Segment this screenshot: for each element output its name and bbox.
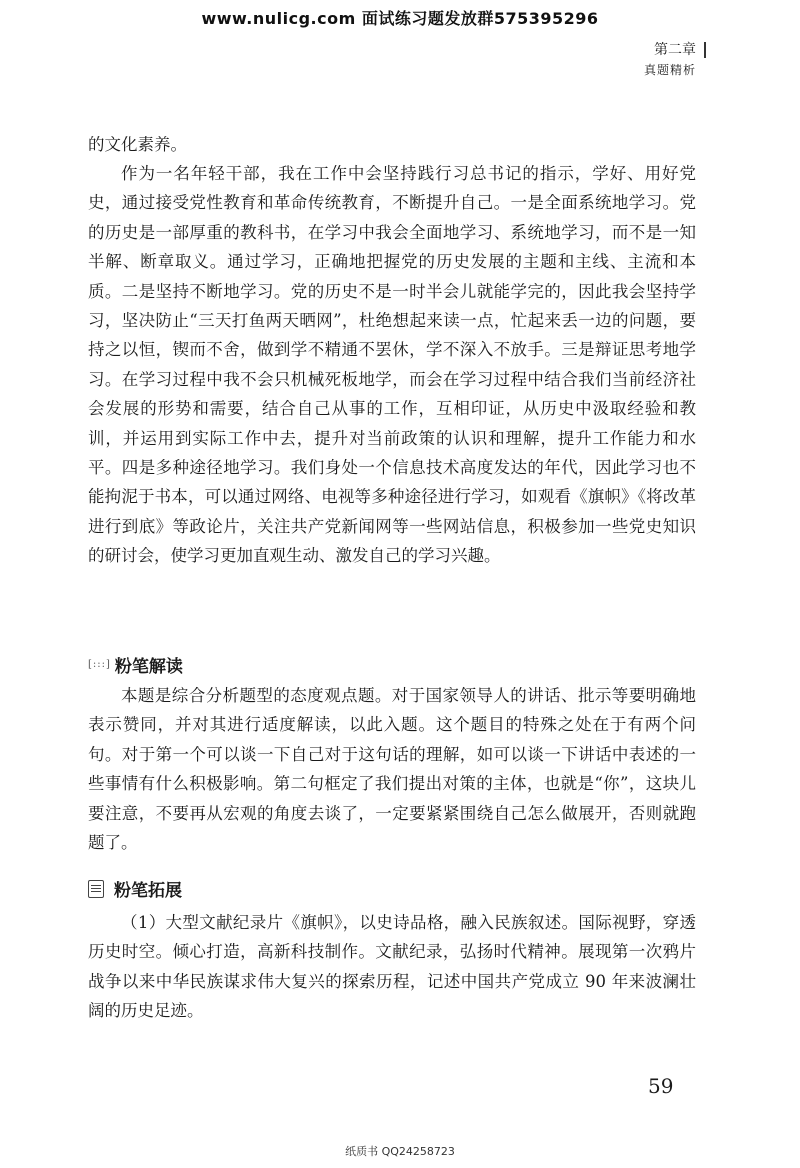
section-extension (88, 876, 182, 901)
section-interpretation (88, 652, 183, 677)
paragraph-answer: 作为一名年轻干部，我在工作中会坚持践行习总书记的指示，学好、用好党史，通过接受党性教育和革命传统教育，不断提升自己。一是全面系统地学习。党的历史是一部厚重的教科书，在学习中我会全面地学习、系统地学习，而不是一知半解、断章取义。通过学习，正确地把握党的历史发展的主题和主线、主流和本质。二是坚持不断地学习。党的历史不是一时半会儿就能学完的，因此我会坚持学习，坚决防止“三天打鱼两天晒网”，杜绝想起来读一点，忙起来丢一边的问题，要持之以恒，锲而不舍，做到学不精通不罢休，学不深入不放手。三是辩证思考地学习。在学习过程中我不会只机械死板地学，而会在学习过程中结合我们当前经济社会发展的形势和需要，结合自己从事的工作，互相印证，从历史中汲取经验和教训，并运用到实际工作中去，提升对当前政策的认识和理解，提升工作能力和水平。四是多种途径地学习。我们身处一个信息技术高度发达的年代，因此学习也不能拘泥于书本，可以通过网络、电视等多种途径进行学习，如观看《旗帜》《将改革进行到底》等政论片，关注共产党新闻网等一些网站信息，积极参加一些党史知识的研讨会，使学习更加直观生动、激发自己的学习兴趣。 (88, 164, 696, 566)
chapter-header (644, 40, 696, 80)
section-marker-icon: [:::] (88, 659, 111, 670)
chapter-subtitle: 真题精析 (643, 63, 696, 77)
chapter-title: 第二章 (654, 42, 696, 58)
page-number: 59 (648, 1074, 674, 1098)
paragraph-extension: （1）大型文献纪录片《旗帜》，以史诗品格，融入民族叙述。国际视野，穿透历史时空。倾心打造，高新科技制作。文献纪录，弘扬时代精神。展现第一次鸦片战争以来中华民族谋求伟大复兴的探索历程，记述中国共产党成立 90 年来波澜壮阔的历史足迹。 (88, 913, 696, 1021)
footer-text: 纸质书 QQ24258723 (345, 1145, 455, 1158)
chapter-divider (704, 42, 706, 58)
notebook-icon (88, 880, 104, 898)
paragraph-interpretation: 本题是综合分析题型的态度观点题。对于国家领导人的讲话、批示等要明确地表示赞同，并对其进行适度解读，以此入题。这个题目的特殊之处在于有两个问句。对于第一个可以谈一下自己对于这句话的理解，如可以谈一下讲话中表述的一些事情有什么积极影响。第二句框定了我们提出对策的主体，也就是“你”，这块儿要注意，不要再从宏观的角度去谈了，一定要紧紧围绕自己怎么做展开，否则就跑题了。 (88, 686, 696, 853)
watermark-text: www.nulicg.com 面试练习题发放群575395296 (201, 9, 599, 28)
paragraph-continuation: 的文化素养。 (88, 135, 187, 154)
section-title: 粉笔拓展 (114, 881, 182, 901)
section-title: 粉笔解读 (114, 657, 183, 677)
